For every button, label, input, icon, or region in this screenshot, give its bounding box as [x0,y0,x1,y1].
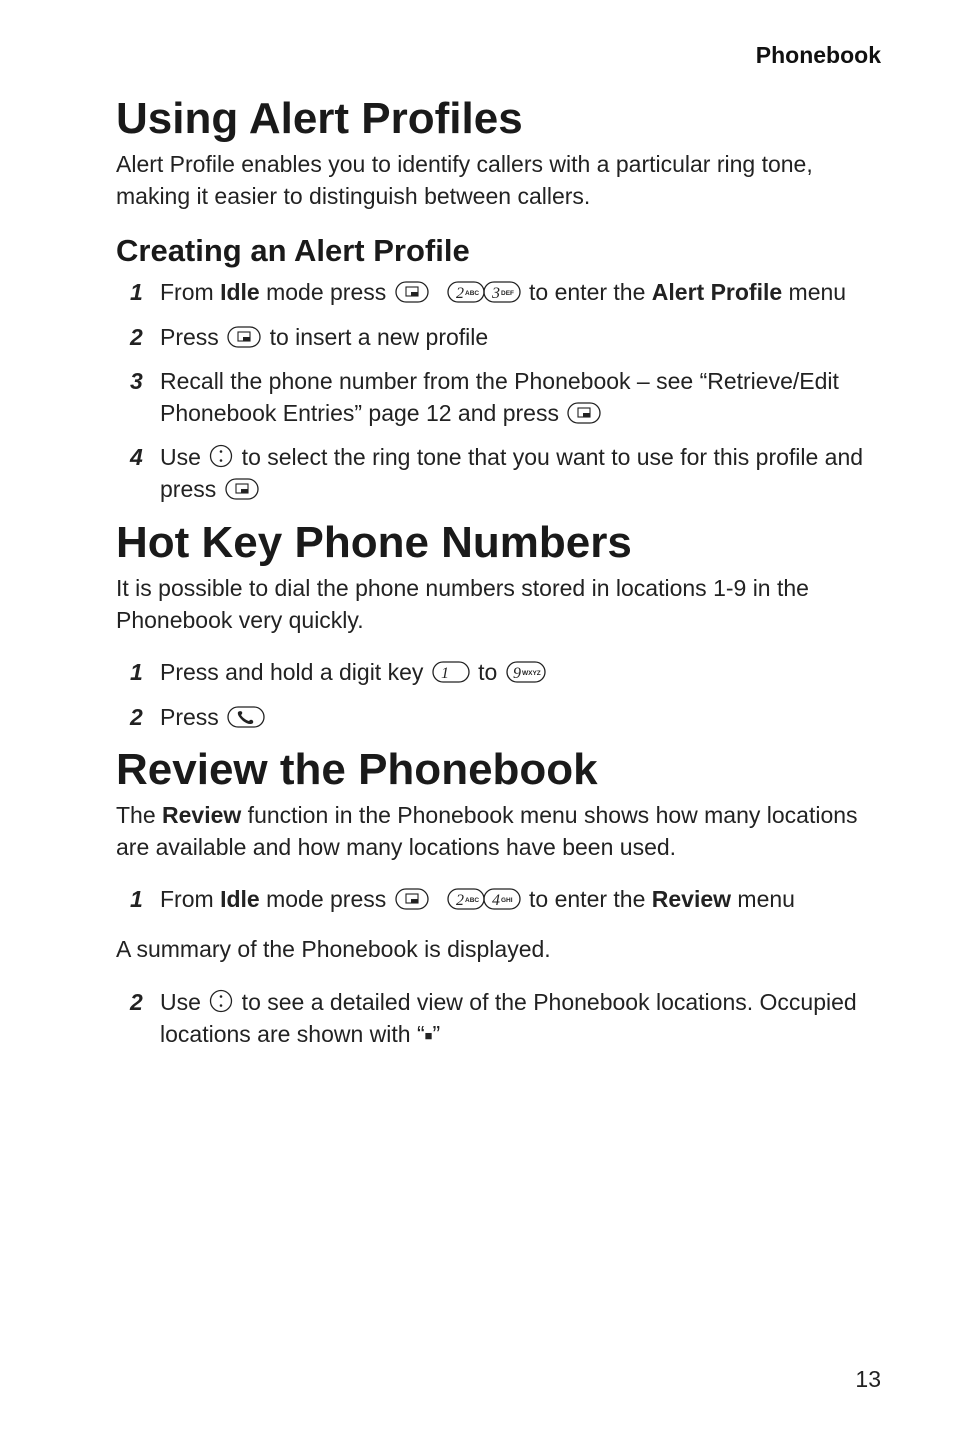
heading-review-the-phonebook: Review the Phonebook [116,745,598,794]
key-digit: 4 [491,892,500,909]
review-steps-1 [116,884,886,916]
key-digit: 1 [440,665,449,682]
key-letters: ABC [464,897,479,904]
menu-key-icon [225,478,259,500]
digit-key-3-icon [483,281,521,303]
step-text: to select the ring tone that you want to use for this profile and press [160,444,864,502]
hotkey-intro: It is possible to dial the phone numbers stored in locations 1-9 in the Phonebook very quickly. [116,575,809,633]
alert-step-4 [116,442,886,505]
digit-key-1-icon [432,661,470,683]
menu-key-icon [227,326,261,348]
navigation-key-icon [209,444,233,468]
hotkey-step-1 [116,657,886,689]
step-text: menu [782,279,847,305]
step-text: mode press [259,886,393,912]
idle-label: Idle [220,279,260,305]
step-text: Recall the phone number from the Phonebook – see “Retrieve/Edit Phonebook Entries” page 12 and press [160,368,839,426]
heading-using-alert-profiles: Using Alert Profiles [116,94,523,143]
step-text: to insert a new profile [263,323,489,350]
step-text: Press [160,703,226,730]
intro-text: The [116,802,163,828]
page-content [116,92,886,1051]
key-letters: WXYZ [521,670,541,677]
key-letters: DEF [500,290,514,297]
step-text: mode press [259,279,393,305]
key-digit: 3 [491,285,500,302]
menu-key-icon [395,888,429,910]
step-text: to enter the [522,279,652,305]
digit-key-4-icon [483,888,521,910]
alert-step-3 [116,366,886,429]
review-label: Review [162,802,242,828]
running-header: Phonebook [755,42,881,68]
step-text: From [160,279,221,305]
review-step-2 [116,987,886,1051]
hotkey-steps [116,657,886,733]
alert-profile-label: Alert Profile [651,279,783,305]
navigation-key-icon [209,989,233,1013]
heading-hot-key-phone-numbers: Hot Key Phone Numbers [116,518,632,567]
review-label: Review [651,886,732,912]
menu-key-icon [567,402,601,424]
step-number: 1 [130,659,143,685]
review-steps-2 [116,987,886,1051]
step-text: Press [160,323,226,350]
review-summary: A summary of the Phonebook is displayed. [116,935,551,962]
step-text: to see a detailed view of the Phonebook locations. Occupied locations are shown with “ [160,989,857,1047]
step-number: 3 [130,368,143,394]
step-number: 2 [130,323,143,350]
review-step-1 [116,884,886,916]
step-text: Use [160,444,208,470]
page-number: 13 [855,1366,881,1392]
idle-label: Idle [220,886,260,912]
key-digit: 9 [512,665,521,682]
step-text: to enter the [522,886,652,912]
digit-key-2-icon [447,888,485,910]
digit-key-2-icon [447,281,485,303]
step-text: From [160,886,221,912]
alert-steps [116,277,886,505]
key-digit: 2 [455,285,464,302]
digit-key-9-icon [506,661,546,683]
key-digit: 2 [455,892,464,909]
step-text: Use [160,989,208,1015]
step-number: 1 [130,886,143,912]
alert-step-1 [116,277,886,309]
step-number: 2 [130,989,143,1015]
step-text: ” [432,1020,441,1047]
step-number: 4 [130,444,143,470]
key-letters: ABC [464,290,479,297]
hotkey-step-2 [116,702,886,734]
intro-text: function in the Phonebook menu shows how many locations are available and how many locations have been used. [116,802,858,860]
step-number: 1 [130,279,143,305]
heading-creating-alert-profile: Creating an Alert Profile [116,233,470,268]
alert-intro: Alert Profile enables you to identify callers with a particular ring tone, making it easier to distinguish between callers. [116,151,813,209]
key-letters: GHI [500,897,513,904]
review-intro [116,800,886,863]
step-text: Press and hold a digit key [160,659,430,685]
step-number: 2 [130,703,143,730]
call-key-icon [227,706,265,728]
alert-step-2 [116,322,886,354]
occupied-marker: ■ [424,1027,433,1043]
menu-key-icon [395,281,429,303]
step-text: menu [731,886,795,912]
step-text: to [471,659,504,685]
